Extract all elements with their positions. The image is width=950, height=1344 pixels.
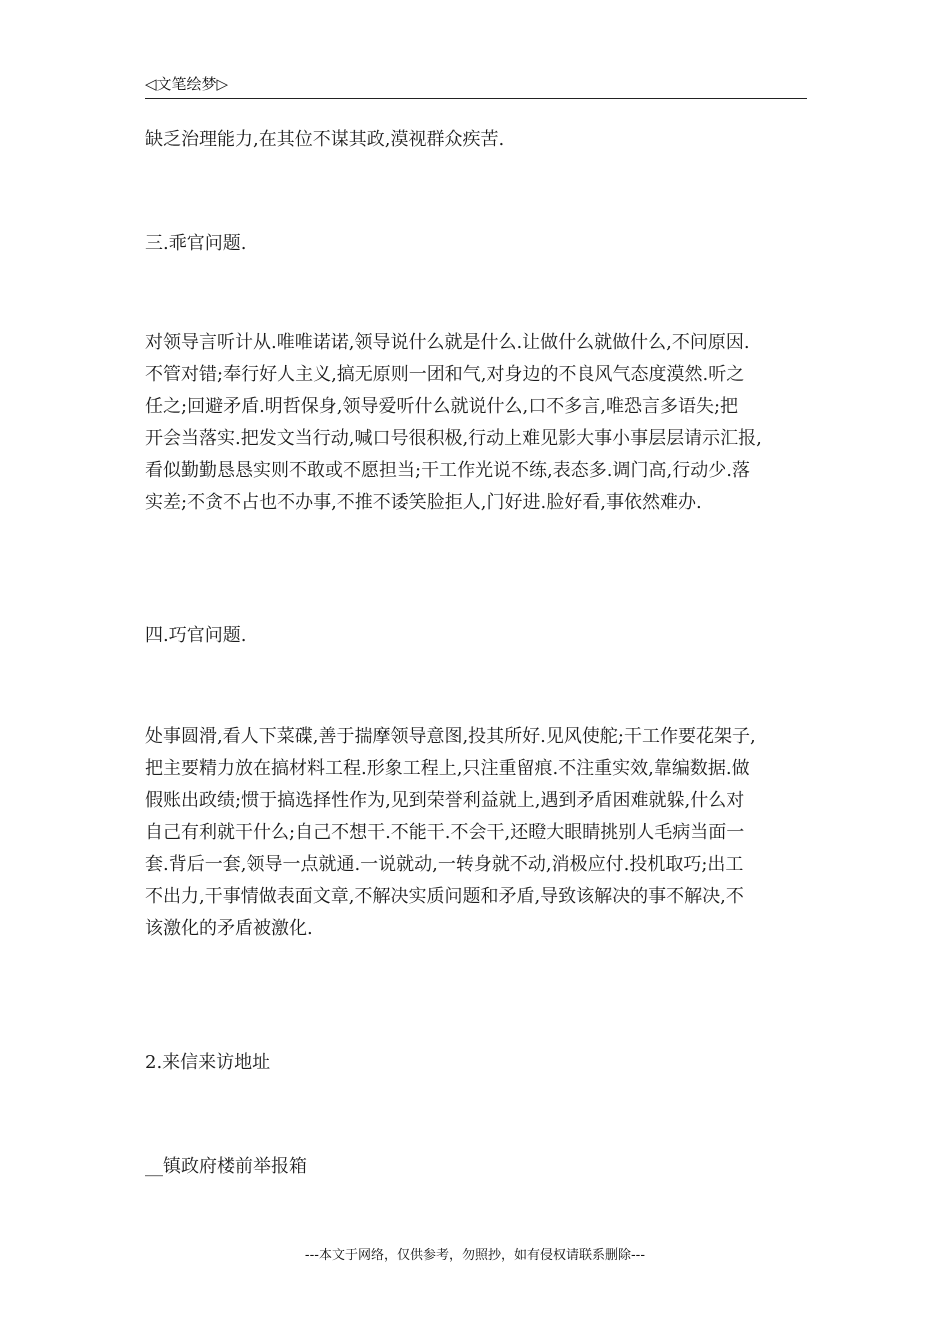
text-line: 不管对错;奉行好人主义,搞无原则一团和气,对身边的不良风气态度漠然.听之 bbox=[145, 364, 745, 385]
text-line: 缺乏治理能力,在其位不谋其政,漠视群众疾苦. bbox=[145, 129, 505, 150]
page-footer: ---本文于网络，仅供参考，勿照抄，如有侵权请联系删除--- bbox=[304, 1248, 646, 1263]
text-line: 看似勤勤恳恳实则不敢或不愿担当;干工作光说不练,表态多.调门高,行动少.落 bbox=[145, 460, 750, 481]
paragraph-3 bbox=[145, 327, 810, 519]
text-line: 假账出政绩;惯于搞选择性作为,见到荣誉利益就上,遇到矛盾困难就躲,什么对 bbox=[145, 790, 745, 811]
text-line: 处事圆滑,看人下菜碟,善于揣摩领导意图,投其所好.见风使舵;干工作要花架子, bbox=[145, 726, 756, 747]
page-header bbox=[145, 74, 807, 99]
text-line: 任之;回避矛盾.明哲保身,领导爱听什么就说什么,口不多言,唯恐言多语失;把 bbox=[145, 396, 739, 417]
paragraph-1 bbox=[145, 124, 810, 156]
section-heading: 2.来信来访地址 bbox=[145, 1052, 271, 1073]
paragraph-address bbox=[145, 1151, 810, 1183]
text-line: 套.背后一套,领导一点就通.一说就动,一转身就不动,消极应付.投机取巧;出工 bbox=[145, 854, 744, 875]
section-heading-address bbox=[145, 1047, 810, 1079]
paragraph-5 bbox=[145, 721, 810, 945]
text-line: 对领导言听计从.唯唯诺诺,领导说什么就是什么.让做什么就做什么,不问原因. bbox=[145, 332, 750, 353]
section-heading-4 bbox=[145, 620, 810, 652]
text-line: 该激化的矛盾被激化. bbox=[145, 918, 313, 939]
text-line: 开会当落实.把发文当行动,喊口号很积极,行动上难见影大事小事层层请示汇报, bbox=[145, 428, 762, 449]
text-line: 把主要精力放在搞材料工程.形象工程上,只注重留痕.不注重实效,靠编数据.做 bbox=[145, 758, 750, 779]
text-line: 自己有利就干什么;自己不想干.不能干.不会干,还瞪大眼睛挑别人毛病当面一 bbox=[145, 822, 745, 843]
text-line: 实差;不贪不占也不办事,不推不诿笑脸拒人,门好进.脸好看,事依然难办. bbox=[145, 492, 702, 513]
section-heading-3 bbox=[145, 228, 810, 260]
text-line: 不出力,干事情做表面文章,不解决实质问题和矛盾,导致该解决的事不解决,不 bbox=[145, 886, 744, 907]
text-line: __镇政府楼前举报箱 bbox=[145, 1156, 307, 1177]
header-title: ◁文笔绘梦▷ bbox=[145, 75, 229, 93]
section-heading: 三.乖官问题. bbox=[145, 233, 247, 254]
section-heading: 四.巧官问题. bbox=[145, 625, 247, 646]
